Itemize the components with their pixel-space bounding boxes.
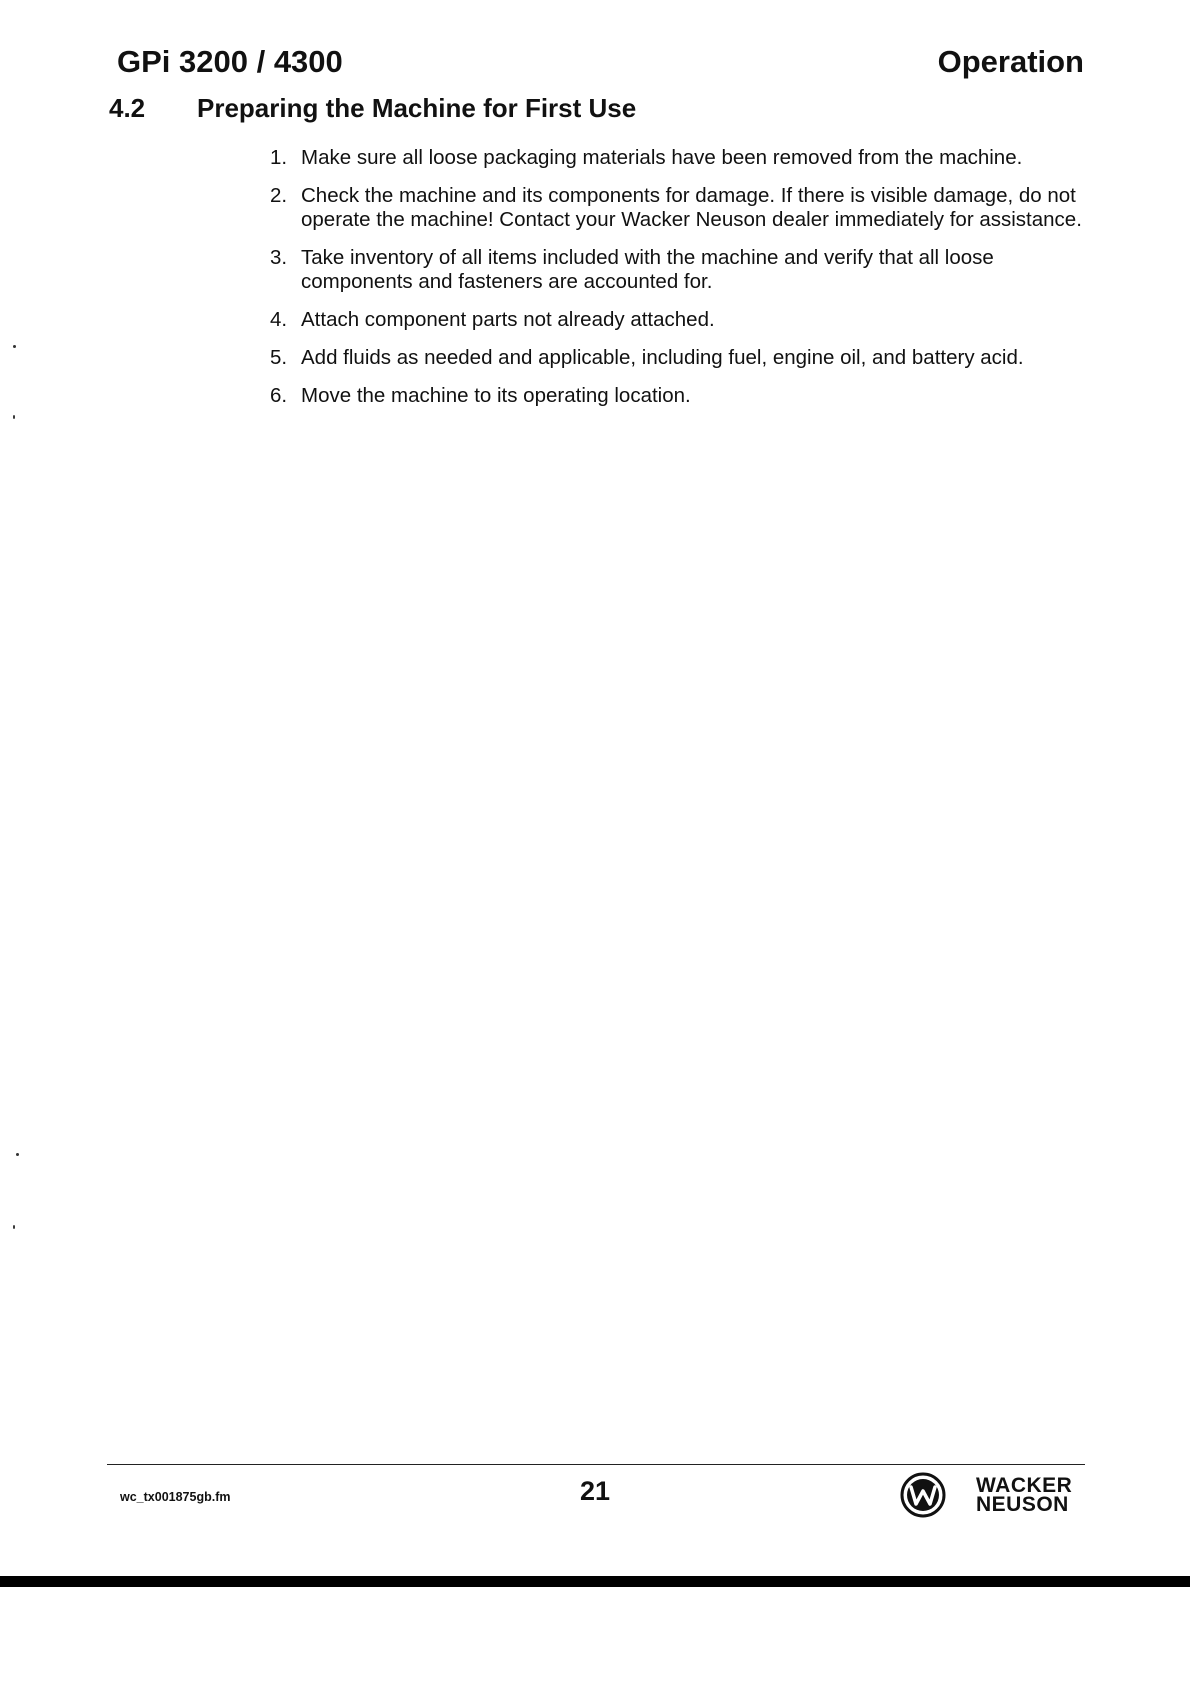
scan-speck: [13, 415, 15, 419]
step-number: 1.: [270, 146, 288, 169]
wacker-neuson-logo: [900, 1472, 1072, 1518]
list-item: [270, 384, 1090, 408]
brand-line-2: NEUSON: [976, 1493, 1069, 1516]
step-text: Take inventory of all items included with the machine and verify that all loose components and fasteners are accounted for.: [301, 246, 994, 293]
step-number: 6.: [270, 384, 288, 407]
step-text: Move the machine to its operating location.: [301, 384, 691, 407]
list-item: [270, 146, 1090, 170]
brand-line-1: WACKER: [976, 1474, 1073, 1497]
step-number: 3.: [270, 246, 288, 269]
step-text: Add fluids as needed and applicable, including fuel, engine oil, and battery acid.: [301, 346, 1024, 369]
chapter-title: Operation: [937, 44, 1084, 79]
step-text: Attach component parts not already attached.: [301, 308, 715, 331]
footer-filename: wc_tx001875gb.fm: [120, 1490, 231, 1504]
list-item: [270, 346, 1090, 370]
scan-speck: [13, 1225, 15, 1229]
footer-divider: [107, 1464, 1085, 1465]
list-item: [270, 246, 1090, 294]
steps-list: [270, 146, 1090, 422]
list-item: [270, 184, 1090, 232]
step-number: 2.: [270, 184, 288, 207]
step-text: Make sure all loose packaging materials have been removed from the machine.: [301, 146, 1023, 169]
section-heading: [109, 93, 636, 124]
document-model-title: GPi 3200 / 4300: [117, 44, 343, 79]
scan-bottom-bar: [0, 1576, 1190, 1587]
step-number: 5.: [270, 346, 288, 369]
scan-speck: [13, 345, 16, 348]
page-number: 21: [580, 1476, 611, 1506]
step-text: Check the machine and its components for damage. If there is visible damage, do not operate the machine! Contact your Wacker Neuson dealer immediately for assistance.: [301, 184, 1082, 231]
section-number: 4.2: [109, 93, 146, 123]
section-title: Preparing the Machine for First Use: [197, 93, 637, 123]
wacker-neuson-w-icon: [900, 1472, 946, 1518]
list-item: [270, 308, 1090, 332]
step-number: 4.: [270, 308, 288, 331]
scan-speck: [16, 1153, 19, 1156]
